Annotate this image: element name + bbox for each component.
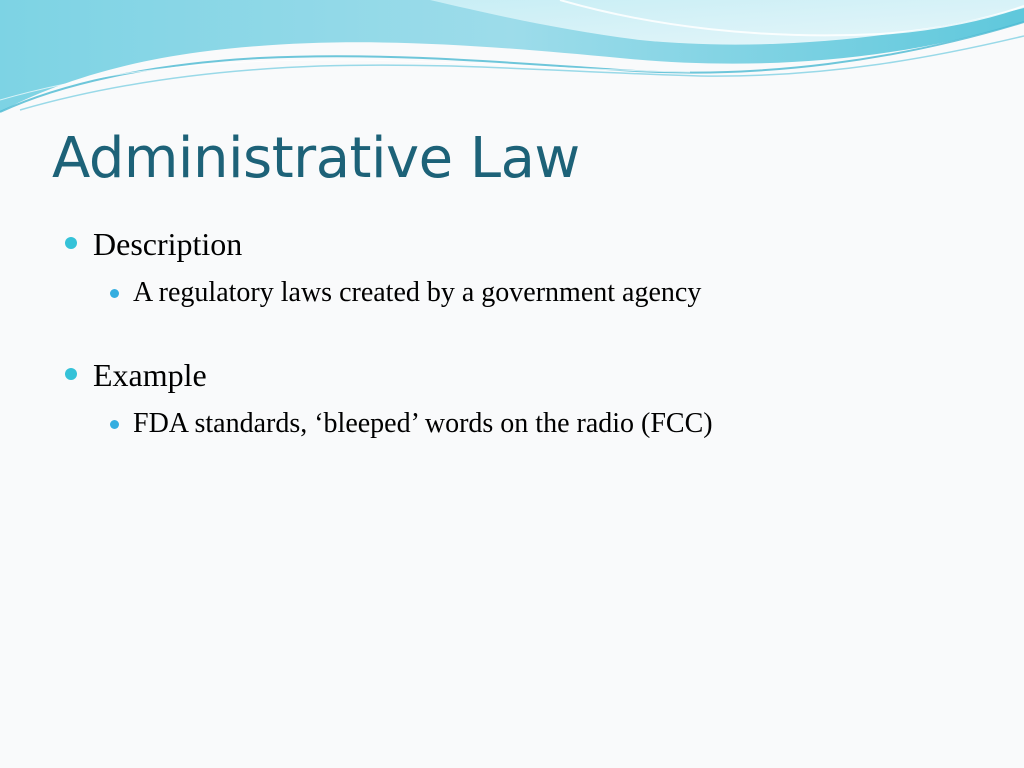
bullet-text: Description — [93, 226, 243, 262]
bullet-group-description — [62, 222, 962, 313]
bullet-text: Example — [93, 357, 207, 393]
header-wave-decoration — [0, 0, 1024, 130]
sub-bullet-point — [108, 273, 962, 313]
sub-bullet-text: A regulatory laws created by a government agency — [133, 277, 702, 308]
bullet-dot-icon — [65, 368, 77, 380]
sub-bullet-dot-icon — [110, 289, 119, 298]
bullet-point — [62, 353, 962, 397]
slide-content — [62, 222, 962, 444]
sub-bullet-dot-icon — [110, 420, 119, 429]
bullet-dot-icon — [65, 237, 77, 249]
sub-bullet-text: FDA standards, ‘bleeped’ words on the radio (FCC) — [133, 408, 713, 439]
bullet-point — [62, 222, 962, 266]
sub-bullet-point — [108, 404, 962, 444]
bullet-group-example — [62, 353, 962, 444]
slide-title: Administrative Law — [52, 126, 580, 191]
